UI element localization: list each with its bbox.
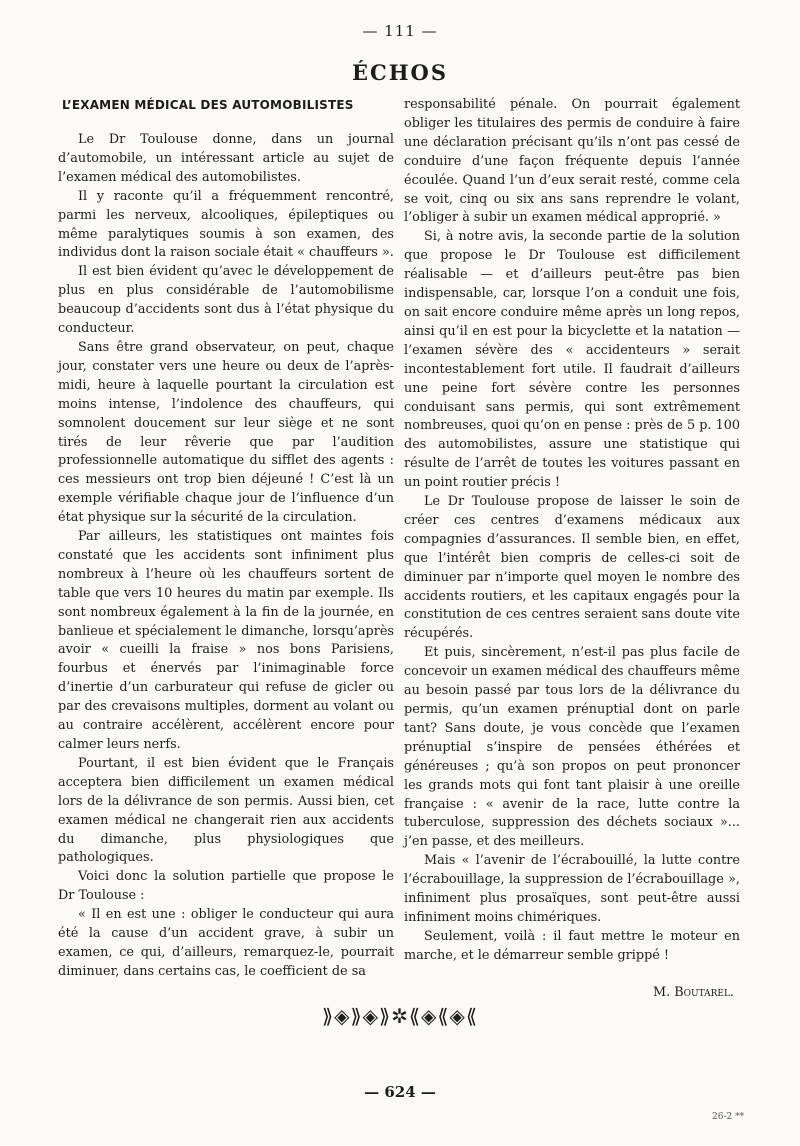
page-number-top: — 111 — — [362, 22, 438, 40]
paragraph-continuation: responsabilité pénale. On pourrait également obliger les titulaires des permis de conduire à faire une déclaration précisant qu’ils n’ont pas cessé de conduire d’une façon fréquente depuis l’année écoulée. Quand l’un d’eux serait resté, comme cela se voit, cinq ou six ans sans reprendre le volant, l’obliger à subir un examen médical approprié. » — [404, 97, 740, 226]
paragraph: Si, à notre avis, la seconde partie de la solution que propose le Dr Toulouse est difficilement réalisable — et d’ailleurs peut-être pas bien indispensable, car, lorsque l’on a conduit une fois, on sait encore conduire même après un long repos, ainsi qu’il en est pour la bicyclette et la natation — l’examen sévère des « accidenteurs » serait incontestablement fort utile. Il faudrait d’ailleurs une peine fort sévère contre les personnes conduisant sans permis, qui sont extrêmement nombreuses, quoi qu’on en pense : près de 5 p. 100 des automobilistes, assure une statistique qui résulte de l’arrêt de toutes les voitures passant en un point routier précis ! — [404, 229, 740, 491]
paragraph: Le Dr Toulouse propose de laisser le soin de créer ces centres d’examens médicaux aux compagnies d’assurances. Il semble bien, en effet, que l’intérêt bien compris de celles-ci soit de diminuer par n’importe quel moyen le nombre des accidents routiers, et les capitaux engagés pour la constitution de ces centres seraient sans doute vite récupérés. — [404, 494, 740, 642]
paragraph: « Il en est une : obliger le conducteur qui aura été la cause d’un accident grave, à subir un examen, ce qui, d’ailleurs, remarquez-le, pourrait diminuer, dans certains cas, le coefficient de sa — [58, 907, 394, 979]
paragraph: Voici donc la solution partielle que propose le Dr Toulouse : — [58, 869, 394, 904]
paragraph: Mais « l’avenir de l’écrabouillé, la lutte contre l’écrabouillage, la suppression de l’écrabouillage », infiniment plus prosaïques, sont peut-être aussi infiniment moins chimériques. — [404, 853, 740, 925]
decorative-ornament: ⟫◈⟫◈⟫✲⟪◈⟪◈⟪ — [321, 1004, 479, 1028]
paragraph: Sans être grand observateur, on peut, chaque jour, constater vers une heure ou deux de l’après-midi, heure à laquelle pourtant la circulation est moins intense, l’indolence des chauffeurs, qui somnolent doucement sur leur siège et ne sont tirés de leur rêverie que par l’audition professionnelle automatique du sifflet des agents : ces messieurs ont trop bien déjeuné ! C’est là un exemple vérifiable chaque jour de l’influence d’un état physique sur la sécurité de la circulation. — [58, 339, 394, 526]
paragraph: Pourtant, il est bien évident que le Français acceptera bien difficilement un examen médical lors de la délivrance de son permis. Aussi bien, cet examen médical ne changerait rien aux accidents du dimanche, plus physiologiques que pathologiques. — [58, 755, 394, 866]
paragraph: Par ailleurs, les statistiques ont maintes fois constaté que les accidents sont infiniment plus nombreux à l’heure où les chauffeurs sortent de table que vers 10 heures du matin par exemple. Ils sont nombreux également à la fin de la journée, en banlieue et spécialement le dimanche, lorsqu’après avoir « cueilli la fraise » nos bons Parisiens, fourbus et énervés par l’inimaginable force d’inertie d’un carburateur qui refuse de gicler ou par des crevaisons multiples, dorment au volant ou au contraire accélèrent, accélèrent encore pour calmer leurs nerfs. — [58, 529, 394, 752]
paragraph: Il est bien évident qu’avec le développement de plus en plus considérable de l’automobilisme beaucoup d’accidents sont dus à l’état physique du conducteur. — [58, 264, 394, 337]
sheet-mark: 26-2 ** — [712, 1112, 745, 1122]
page-number-bottom: — 624 — — [364, 1083, 436, 1101]
left-column — [58, 96, 394, 982]
author-signature: M. Boutarel. — [652, 984, 734, 1000]
paragraph: Seulement, voilà : il faut mettre le moteur en marche, et le démarreur semble grippé ! — [404, 928, 740, 963]
paragraph: Il y raconte qu’il a fréquemment rencontré, parmi les nerveux, alcooliques, épileptiques ou même paralytiques soumis à son examen, des individus dont la raison sociale était « chauffeurs ». — [58, 188, 394, 261]
article-title: L’EXAMEN MÉDICAL DES AUTOMOBILISTES — [62, 98, 354, 112]
paragraph: Et puis, sincèrement, n’est-il pas plus facile de concevoir un examen médical des chauffeurs même au besoin passé par tous lors de la délivrance du permis, qu’un examen prénuptial dont on parle tant? Sans doute, je vous concède que l’examen prénuptial s’inspire de pensées éthérées et généreuses ; qu’à son propos on peut prononcer les grands mots qui font tant plaisir à une oreille française : « avenir de la race, lutte contre la tuberculose, suppression des déchets sociaux »... j’en passe, et des meilleurs. — [404, 645, 740, 850]
right-column — [404, 96, 740, 1003]
paragraph: Le Dr Toulouse donne, dans un journal d’automobile, un intéressant article au sujet de l’examen médical des automobilistes. — [58, 132, 394, 185]
section-title: ÉCHOS — [351, 60, 449, 85]
